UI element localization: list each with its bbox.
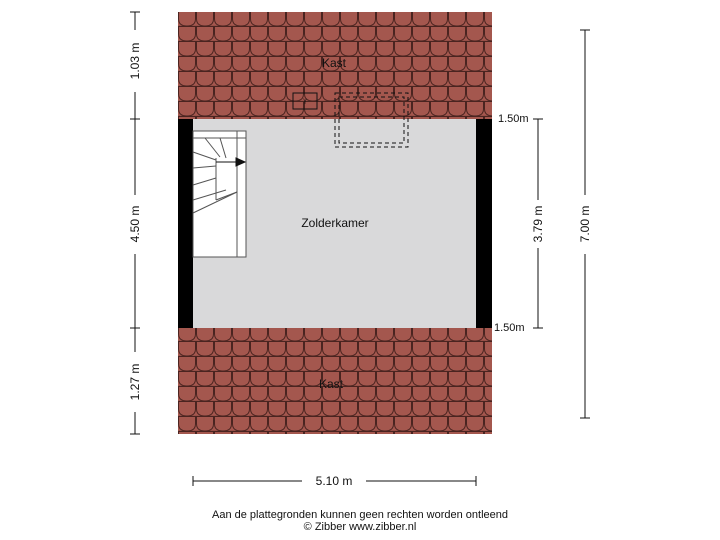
dimension-right-inner: 3.79 m [531,205,545,243]
right-wall [476,119,492,328]
dimension-left-middle: 4.50 m [128,205,142,243]
room-label-main: Zolderkamer [301,216,369,230]
dimension-bottom-width: 5.10 m [315,474,353,488]
dimension-left-bottom: 1.27 m [128,363,142,401]
left-wall [178,119,193,328]
staircase [193,131,246,257]
height-label-top: 1.50m [498,113,529,125]
room-label-top-cupboard: Kast [321,56,347,70]
footer-copyright: © Zibber www.zibber.nl [303,521,417,533]
dimension-left-top: 1.03 m [128,42,142,80]
svg-text:ᵞ: ᵞ [303,97,307,108]
height-label-bottom: 1.50m [494,322,525,334]
footer-disclaimer: Aan de plattegronden kunnen geen rechten worden ontleend [211,509,508,521]
dimension-right-outer: 7.00 m [578,205,592,243]
room-label-bottom-cupboard: Kast [318,377,344,391]
